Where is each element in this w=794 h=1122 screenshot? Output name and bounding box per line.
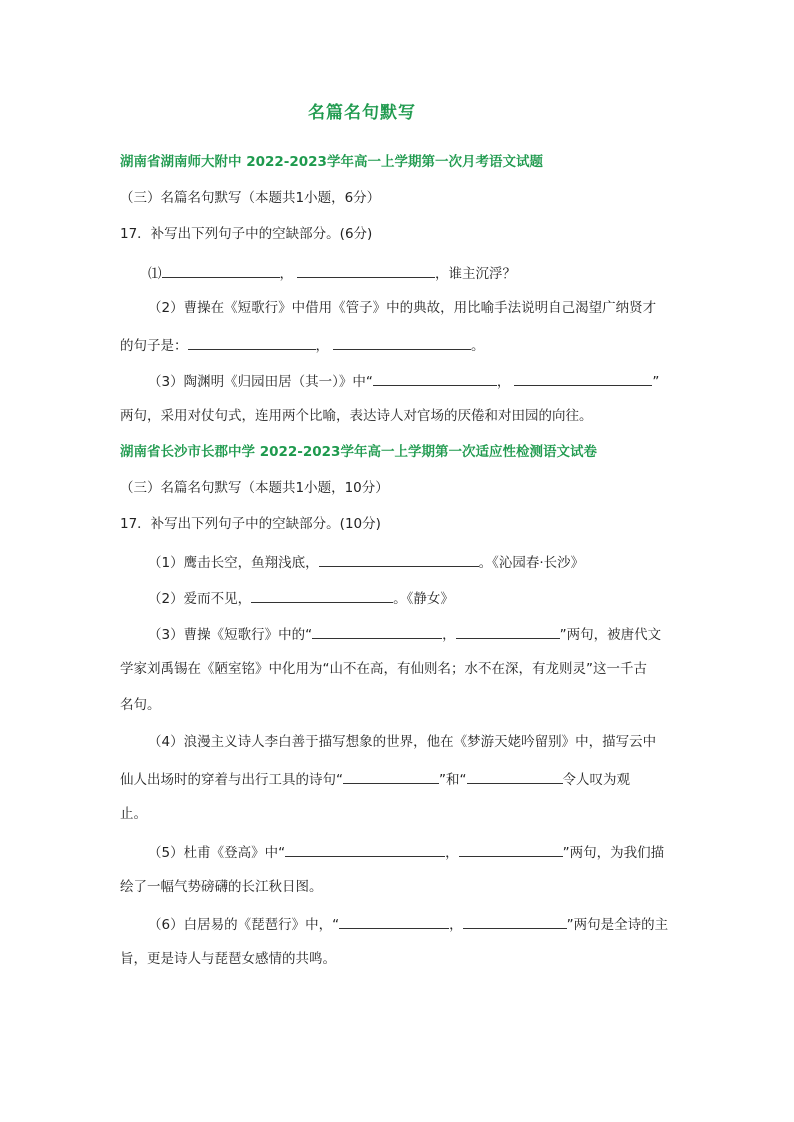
s2-item-4-line-1: （4）浪漫主义诗人李白善于描写想象的世界，他在《梦游天姥吟留别》中，描写云中 [148,734,657,750]
answer-blank[interactable] [514,370,652,386]
answer-blank[interactable] [162,262,280,278]
section-label-1: （三）名篇名句默写（本题共1小题，6分） [120,190,381,206]
s1-item-3-line-1: （3）陶渊明《归园田居（其一）》中“ ， ” [148,370,659,392]
s1-item-1: ⑴ ， ，谁主沉浮？ [148,262,516,284]
s2-item-2: （2）爱而不见， 。《静女》 [148,587,454,609]
answer-blank[interactable] [297,262,435,278]
question-2: 17．补写出下列句子中的空缺部分。(10分) [120,516,381,532]
answer-blank[interactable] [343,768,439,784]
s2-item-3-line-2: 学家刘禹锡在《陋室铭》中化用为“山不在高，有仙则名；水不在深，有龙则灵”这一千古 [120,661,647,677]
answer-blank[interactable] [319,551,479,567]
answer-blank[interactable] [339,913,449,929]
answer-blank[interactable] [188,334,316,350]
s1-item-3-line-2: 两句，采用对仗句式，连用两个比喻，表达诗人对官场的厌倦和对田园的向往。 [120,408,593,424]
s2-item-6-line-1: （6）白居易的《琵琶行》中，“ ， ”两句是全诗的主 [148,913,668,935]
answer-blank[interactable] [333,334,471,350]
answer-blank[interactable] [312,623,442,639]
question-1: 17．补写出下列句子中的空缺部分。(6分) [120,226,373,242]
answer-blank[interactable] [285,841,445,857]
answer-blank[interactable] [251,587,393,603]
answer-blank[interactable] [467,768,563,784]
s1-item-2-line-1: （2）曹操在《短歌行》中借用《管子》中的典故，用比喻手法说明自己渴望广纳贤才 [148,300,657,316]
s2-item-3-line-1: （3）曹操《短歌行》中的“ ， ”两句，被唐代文 [148,623,661,645]
answer-blank[interactable] [456,623,560,639]
answer-blank[interactable] [373,370,497,386]
s2-item-6-line-2: 旨，更是诗人与琵琶女感情的共鸣。 [120,951,336,967]
source-heading-1: 湖南省湖南师大附中 2022-2023学年高一上学期第一次月考语文试题 [120,154,543,170]
section-label-2: （三）名篇名句默写（本题共1小题，10分） [120,480,389,496]
s2-item-3-line-3: 名句。 [120,697,161,713]
s2-item-5-line-2: 绘了一幅气势磅礴的长江秋日图。 [120,879,323,895]
s2-item-1: （1）鹰击长空，鱼翔浅底， 。《沁园春·长沙》 [148,551,584,573]
s2-item-4-line-3: 止。 [120,806,147,822]
s2-item-4-line-2: 仙人出场时的穿着与出行工具的诗句“ ”和“ 令人叹为观 [120,768,630,790]
source-heading-2: 湖南省长沙市长郡中学 2022-2023学年高一上学期第一次适应性检测语文试卷 [120,444,597,460]
page-title: 名篇名句默写 [308,103,416,123]
s1-item-2-line-2: 的句子是： ， 。 [120,334,485,356]
answer-blank[interactable] [459,841,563,857]
s2-item-5-line-1: （5）杜甫《登高》中“ ， ”两句，为我们描 [148,841,664,863]
answer-blank[interactable] [463,913,567,929]
